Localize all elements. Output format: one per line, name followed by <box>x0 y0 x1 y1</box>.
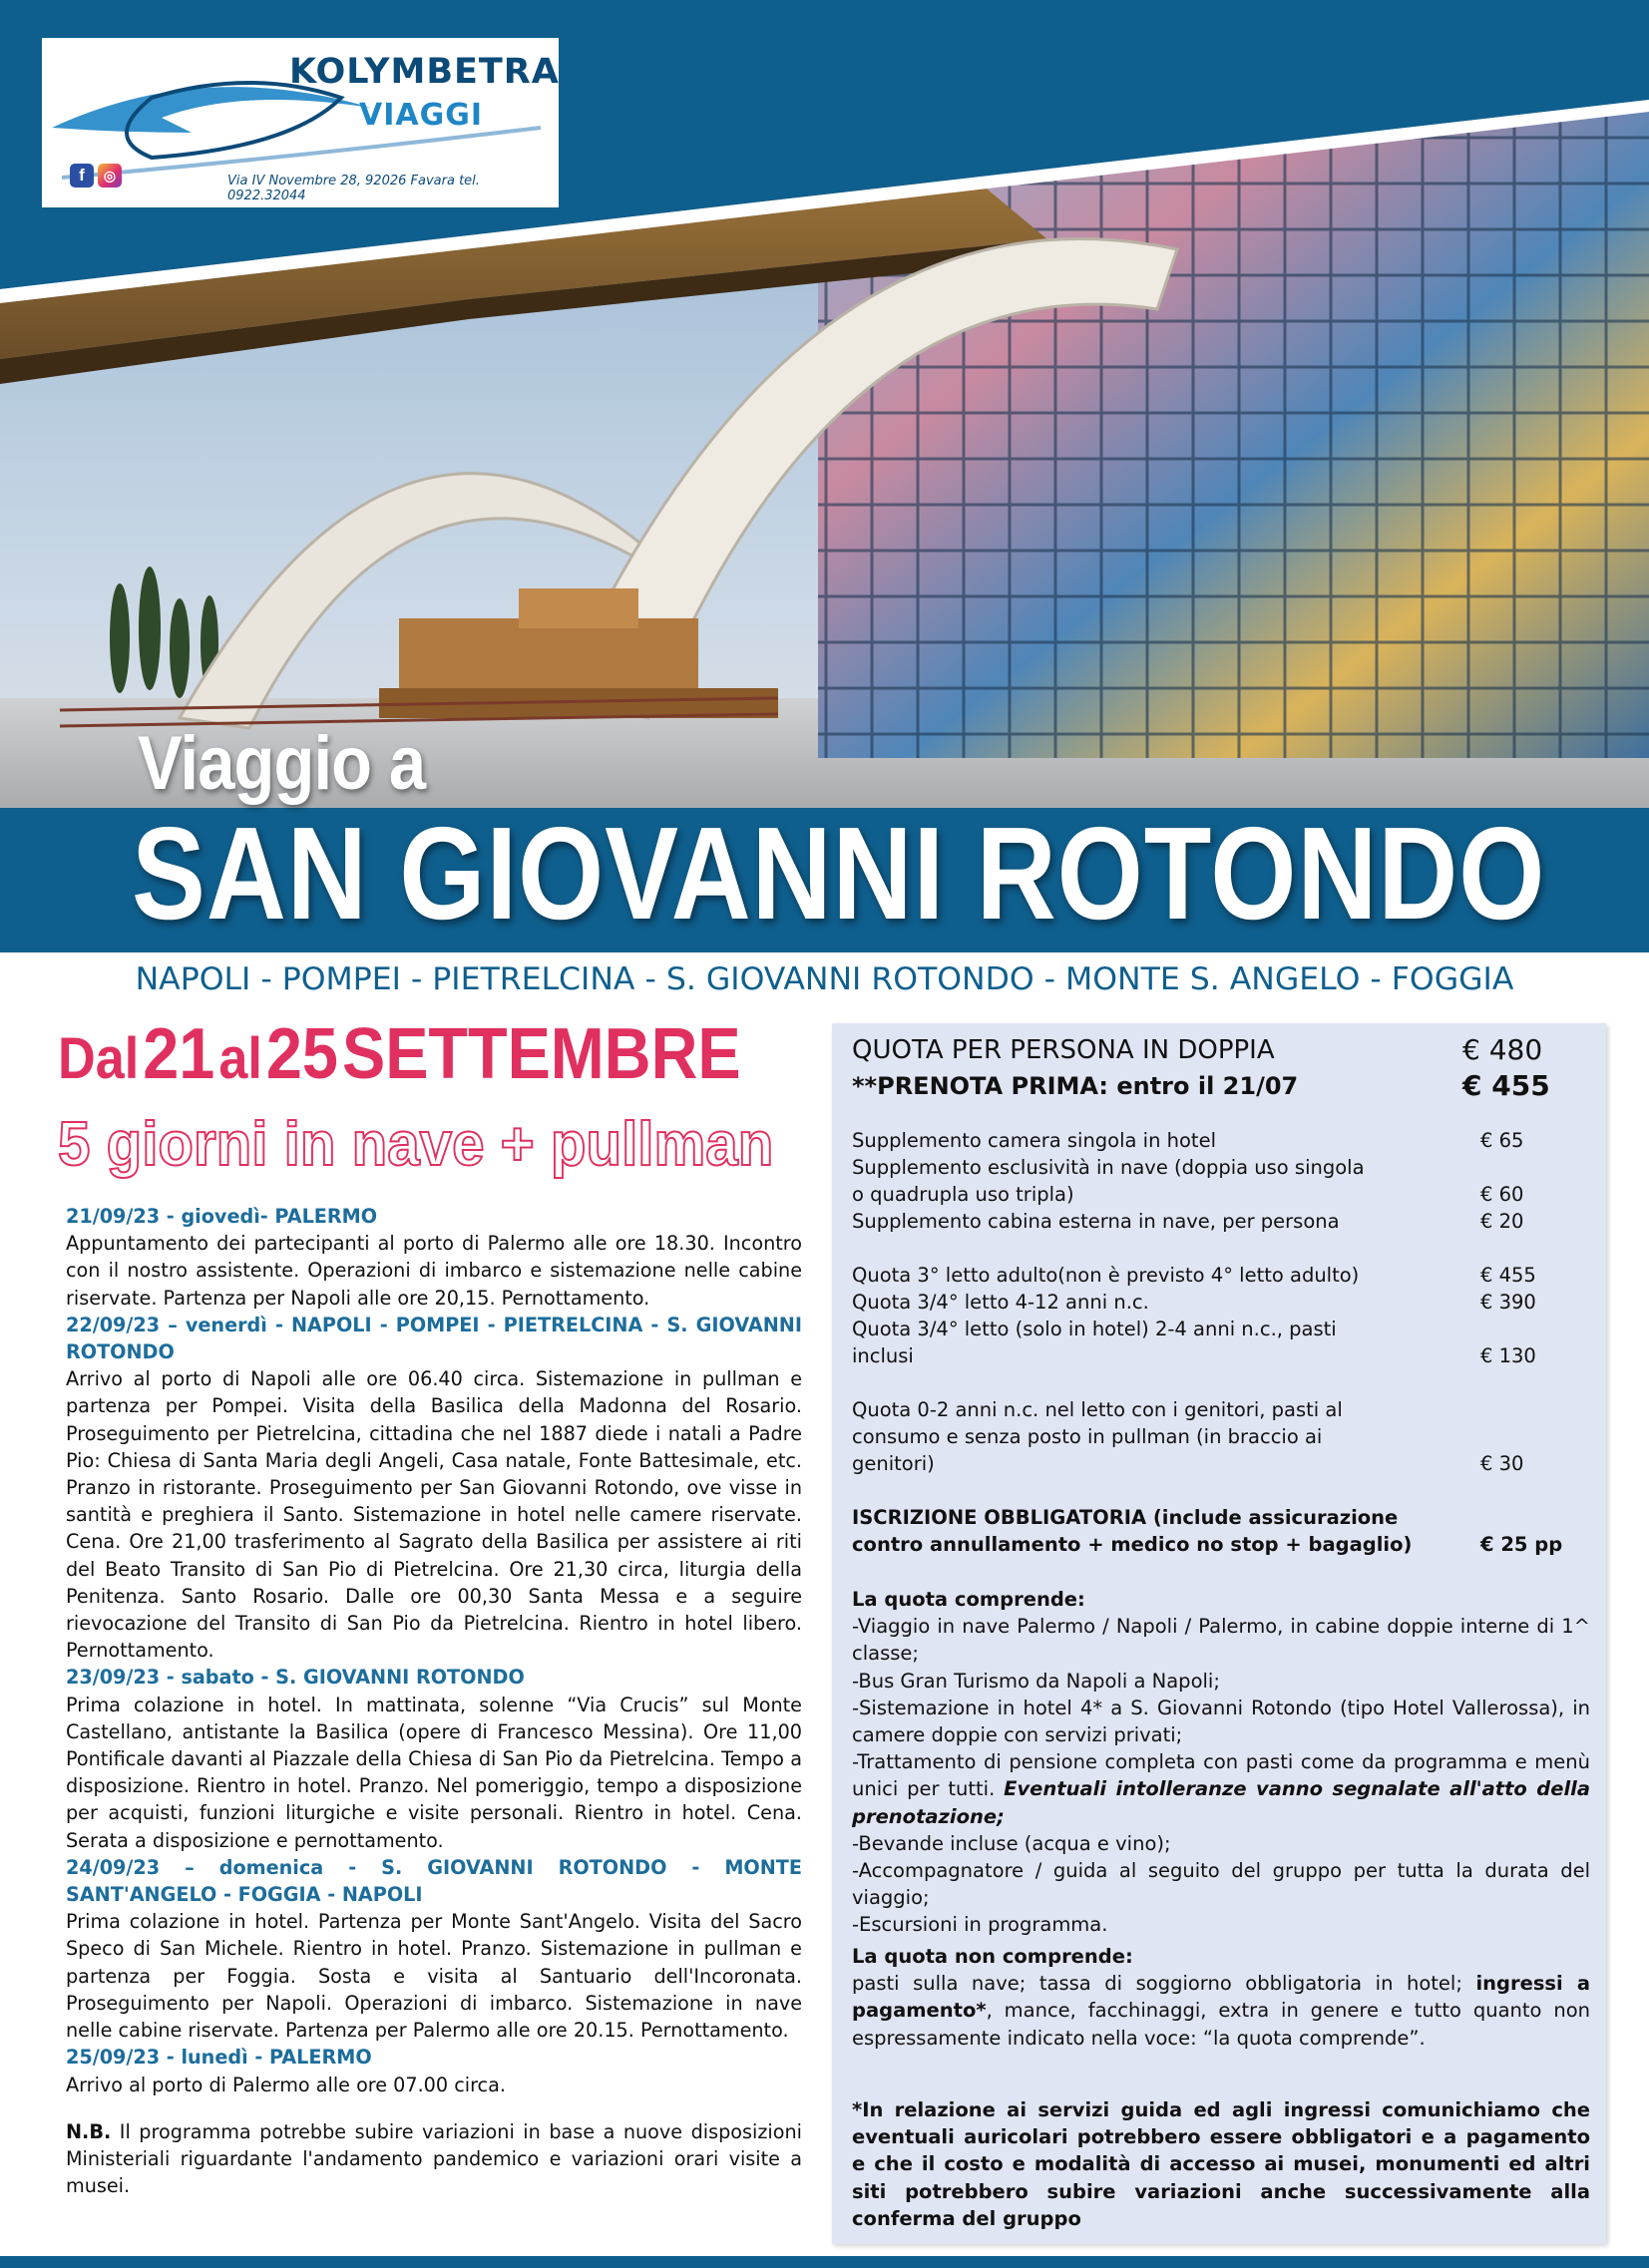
day-text: Arrivo al porto di Napoli alle ore 06.40 circa. Sistemazione in pullman e partenza per Pompei. Visita della Basilica della Madonna del Rosario. Proseguimento per Pietrelcina, cittadina che nel 1887 diede i natali a Padre Pio: Chiesa di Santa Maria degli Angeli, Casa natale, Fonte Battesimale, etc. Pranzo in ristorante. Proseguimento per San Giovanni Rotondo, ove visse in santità e preghiera il Santo. Sistemazione in hotel nelle camere riservate. Cena. Ore 21,00 trasferimento al Sagrato della Basilica per assistere ai riti del Beato Transito di San Pio di Pietrelcina. Ore 21,30 circa, liturgia della Penitenza. Santo Rosario. Dalle ore 00,30 Santa Messa e a seguire rievocazione del Transito di San Pio da Pietrelcina. Rientro in hotel libero. Pernottamento. <box>66 1367 802 1663</box>
dates-word-dal: Dal <box>58 1026 140 1091</box>
day-5 <box>66 2044 802 2097</box>
iscrizione-row <box>852 1504 1590 1558</box>
nb-note <box>66 2118 802 2200</box>
quota-doppia-row <box>852 1033 1590 1067</box>
price-item-value: € 60 <box>1480 1183 1524 1206</box>
includes-item: -Viaggio in nave Palermo / Napoli / Palermo, in cabine doppie interne di 1^ classe; <box>852 1615 1590 1666</box>
includes-item: -Sistemazione in hotel 4* a S. Giovanni Rotondo (tipo Hotel Vallerossa), in camere doppie con servizi privati; <box>852 1696 1590 1747</box>
price-item-value: € 455 <box>1480 1264 1536 1287</box>
price-item <box>852 1208 1590 1235</box>
day-header: 22/09/23 – venerdì - NAPOLI - POMPEI - PIETRELCINA - S. GIOVANNI ROTONDO <box>66 1313 802 1364</box>
excludes-text <box>852 1970 1590 2052</box>
route-line: NAPOLI - POMPEI - PIETRELCINA - S. GIOVANNI ROTONDO - MONTE S. ANGELO - FOGGIA <box>135 961 1514 997</box>
includes-item: -Accompagnatore / guida al seguito del gruppo per tutta la durata del viaggio; <box>852 1859 1590 1910</box>
quota-label: QUOTA PER PERSONA IN DOPPIA <box>852 1035 1275 1065</box>
includes-item: -Bus Gran Turismo da Napoli a Napoli; <box>852 1669 1220 1693</box>
price-item-value: € 130 <box>1480 1344 1536 1367</box>
trattamento-text: -Trattamento di pensione completa con pasti come da programma e menù unici per tutti. <box>852 1750 1590 1801</box>
excludes-text-1: pasti sulla nave; tassa di soggiorno obbligatoria in hotel; <box>852 1972 1462 1996</box>
price-item-label: Supplemento camera singola in hotel <box>852 1129 1216 1152</box>
agency-logo <box>40 36 561 209</box>
price-item-label: Quota 3° letto adulto(non è previsto 4° letto adulto) <box>852 1264 1360 1287</box>
includes-item: -Bevande incluse (acqua e vino); <box>852 1831 1171 1855</box>
prenota-row <box>852 1069 1590 1103</box>
dates-heading <box>58 1013 741 1095</box>
logo-name: KOLYMBETRA <box>289 52 560 92</box>
iscrizione-label: ISCRIZIONE OBBLIGATORIA (include assicurazione contro annullamento + medico no stop + bagaglio) <box>852 1506 1413 1557</box>
day-4 <box>66 1854 802 2044</box>
includes-title: La quota comprende: <box>852 1588 1085 1611</box>
price-item <box>852 1154 1590 1208</box>
excludes-title: La quota non comprende: <box>852 1945 1133 1968</box>
guide-note: *In relazione ai servizi guida ed agli ingressi comunichiamo che eventuali auricolari potrebbero essere obbligatori e a pagamento e che il costo e modalità di accesso ai musei, monumenti ed altri siti potrebbero subire variazioni anche successivamente alla conferma del gruppo <box>852 2098 1590 2230</box>
logo-subname: VIAGGI <box>359 98 484 133</box>
price-item <box>852 1262 1590 1289</box>
dates-start-day: 21 <box>143 1014 215 1094</box>
includes-section <box>852 1586 1590 1939</box>
title-line-2: SAN GIOVANNI ROTONDO <box>132 800 1546 946</box>
day-header: 24/09/23 – domenica - S. GIOVANNI ROTONDO - MONTE SANT'ANGELO - FOGGIA - NAPOLI <box>66 1855 802 1907</box>
excludes-bold: ingressi a pagamento* <box>852 1972 1591 2023</box>
price-item <box>852 1316 1590 1369</box>
dates-end-day: 25 <box>265 1014 338 1094</box>
price-item <box>852 1396 1590 1478</box>
bottom-bar <box>0 2256 1649 2268</box>
dates-month: SETTEMBRE <box>341 1014 741 1094</box>
day-2 <box>66 1312 802 1665</box>
day-header: 21/09/23 - giovedì- PALERMO <box>66 1205 378 1228</box>
trip-subtitle: 5 giorni in nave + pullman <box>58 1110 774 1179</box>
title-line-1: Viaggio a <box>138 721 426 806</box>
day-header: 25/09/23 - lunedì - PALERMO <box>66 2046 372 2070</box>
price-item-label: Quota 3/4° letto 4-12 anni n.c. <box>852 1291 1149 1314</box>
price-item-label: Supplemento cabina esterna in nave, per persona <box>852 1210 1340 1233</box>
price-item <box>852 1289 1590 1316</box>
price-item-label: Supplemento esclusività in nave (doppia uso singola o quadrupla uso tripla) <box>852 1156 1365 1207</box>
logo-address: Via IV Novembre 28, 92026 Favara tel. 0922.32044 <box>227 174 480 203</box>
itinerary <box>66 1203 802 2199</box>
day-text: Arrivo al porto di Palermo alle ore 07.00 circa. <box>66 2073 506 2096</box>
day-text: Appuntamento dei partecipanti al porto di Palermo alle ore 18.30. Incontro con il nostro assistente. Operazioni di imbarco e sistemazione nelle cabine riservate. Partenza per Napoli alle ore 20,15. Pernottamento. <box>66 1232 802 1310</box>
price-item-value: € 20 <box>1480 1210 1524 1233</box>
day-1 <box>66 1203 802 1312</box>
day-text: Prima colazione in hotel. Partenza per Monte Sant'Angelo. Visita del Sacro Speco di San Michele. Rientro in hotel. Pranzo. Sistemazione in pullman e partenza per Foggia. Sosta e visita al Santuario dell'Incoronata. Proseguimento per Napoli. Operazioni di imbarco. Sistemazione in nave nelle cabine riservate. Partenza per Palermo alle ore 20.15. Pernottamento. <box>66 1910 802 2043</box>
day-3 <box>66 1664 802 1853</box>
prenota-value: € 455 <box>1462 1069 1550 1102</box>
iscrizione-value: € 25 pp <box>1480 1533 1563 1556</box>
price-item-label: Quota 3/4° letto (solo in hotel) 2-4 anni n.c., pasti inclusi <box>852 1318 1337 1368</box>
nb-label: N.B. <box>66 2119 112 2143</box>
day-text: Prima colazione in hotel. In mattinata, solenne “Via Crucis” sul Monte Castellano, antistante la Basilica (opere di Francesco Messina). Ore 11,00 Pontificale davanti al Piazzale della Chiesa di San Pio da Pietrelcina. Tempo a disposizione. Rientro in hotel. Pranzo. Nel pomeriggio, tempo a disposizione per acquisti, funzioni liturgiche e visite personali. Rientro in hotel. Cena. Serata a disposizione e pernottamento. <box>66 1693 802 1852</box>
price-item <box>852 1127 1590 1154</box>
excludes-section <box>852 1943 1590 2052</box>
price-item-value: € 30 <box>1480 1452 1524 1475</box>
price-item-value: € 390 <box>1480 1291 1536 1314</box>
excludes-text-2: , mance, facchinaggi, extra in genere e tutto quanto non espressamente indicato nella voce: “la quota comprende”. <box>852 1999 1590 2050</box>
quota-value: € 480 <box>1462 1033 1543 1066</box>
nb-text: Il programma potrebbe subire variazioni in base a nuove disposizioni Ministeriali riguardante l'andamento pandemico e variazioni orari visite a musei. <box>66 2119 802 2198</box>
price-item-label: Quota 0-2 anni n.c. nel letto con i genitori, pasti al consumo e senza posto in pullman (in braccio ai genitori) <box>852 1398 1343 1476</box>
includes-item <box>852 1748 1590 1830</box>
instagram-icon[interactable]: ◎ <box>98 164 122 188</box>
price-item-value: € 65 <box>1480 1129 1524 1152</box>
prenota-label: **PRENOTA PRIMA: entro il 21/07 <box>852 1072 1299 1100</box>
price-panel <box>832 1023 1606 2244</box>
trattamento-bold: Eventuali intolleranze vanno segnalate all'atto della prenotazione; <box>852 1777 1590 1828</box>
dates-word-al: al <box>218 1026 262 1091</box>
day-header: 23/09/23 - sabato - S. GIOVANNI ROTONDO <box>66 1666 525 1690</box>
includes-item: -Escursioni in programma. <box>852 1913 1108 1937</box>
facebook-icon[interactable]: f <box>70 164 94 188</box>
